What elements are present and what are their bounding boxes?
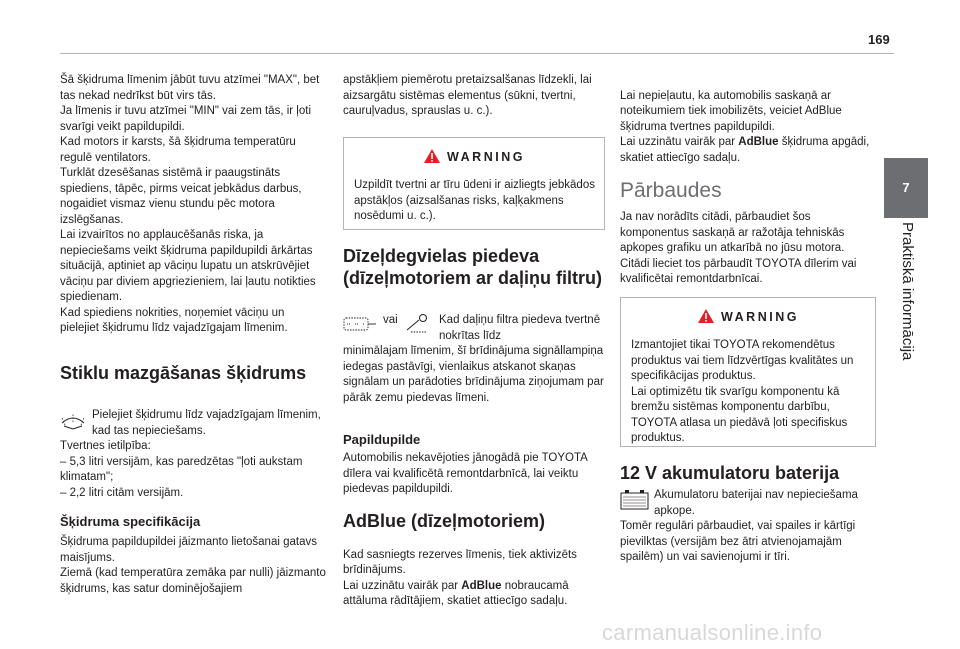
washer-fluid-note: Pielejiet šķidrumu līdz vajadzīgajam līmenim, kad tas nepieciešams. [92, 409, 321, 437]
or-text: vai [383, 314, 398, 326]
warning-text: Izmantojiet tikai TOYOTA rekomendētus produktus vai tiem līdzvērtīgas kvalitātes un specifikācijas produktus. Lai optimizētu tik svarīgu komponentu kā bremžu sistēmas komponentu darbību, TOYOTA atlasa un piedāvā ļoti specifiskus produktus. [631, 339, 854, 444]
heading-fluid-spec: Šķidruma specifikācija [60, 514, 201, 529]
checks-text: Ja nav norādīts citādi, pārbaudiet šos komponentus saskaņā ar ražotāja tehniskās apkopes grafiku un atkarībā no jūsu motora. Citādi lieciet tos pārbaudīt TOYOTA dīlerim vai kvalificētai remontdarbnīcai. [620, 211, 857, 285]
adblue-text: Kad sasniegts rezerves līmenis, tiek aktivizēts brīdinājums. Lai uzzinātu vairāk par AdBlue nobraucamā attāluma rādītājiem, skatiet attiecīgo sadaļu. [343, 548, 577, 607]
chapter-title: Praktiskā informācija [899, 222, 916, 361]
additive-warning-text: minimālajam līmenim, šī brīdinājuma signāllampiņa iedegas pastāvīgi, vienlaikus atskanot skaņas signālam un parādoties brīdinājuma ziņojumam par pārāk zemu piedevas līmeni. [343, 345, 604, 404]
battery-text: Tomēr regulāri pārbaudiet, vai spailes ir kārtīgi pievilktas (versijām bez ātri atvienojamajām spailēm) un vai savienojumi ir tīri. [620, 520, 856, 563]
washer-fluid-icon [60, 411, 86, 436]
filter-wrench-icon [405, 314, 431, 339]
battery-icon [620, 488, 650, 515]
warning-box-products [620, 297, 876, 447]
heading-adblue: AdBlue (dīzeļmotoriem) [343, 511, 546, 531]
fluid-spec-text: Šķidruma papildupildei jāizmanto lietošanai gatavs maisījums. Ziemā (kad temperatūra zemāka par nulli) jāizmanto šķidrums, kas satur dominējošajiem [60, 536, 326, 595]
watermark: carmanualsonline.info [602, 620, 823, 645]
chapter-tab[interactable]: 7 [884, 158, 928, 218]
heading-refill: Papildupilde [343, 432, 421, 447]
header-rule [60, 53, 894, 54]
refill-text: Automobilis nekavējoties jānogādā pie TOYOTA dīlera vai kvalificētā remontdarbnīcā, lai veiktu piedevas papildupildi. [343, 452, 588, 495]
warning-text: Uzpildīt tvertni ar tīru ūdeni ir aizliegts jebkādos apstākļos (aizsalšanas risks, kaļķakmens nosēdumi u. c.). [354, 179, 595, 222]
battery-note: Akumulatoru baterijai nav nepieciešama apkope. [654, 489, 858, 517]
heading-battery: 12 V akumulatoru baterija [620, 463, 840, 483]
additive-warning-icon [343, 314, 377, 339]
warning-heading: WARNING [621, 308, 875, 324]
warning-box-water [343, 137, 605, 230]
heading-checks: Pārbaudes [620, 179, 722, 202]
heading-diesel-additive: Dīzeļdegvielas piedeva (dīzeļmotoriem ar daļiņu filtru) [343, 246, 603, 288]
washer-capacity: Tvertnes ietilpība: – 5,3 litri versijām, kas paredzētas "ļoti aukstam klimatam"; – 2,2 litri citām versijām. [60, 440, 303, 499]
heading-washer-fluid: Stiklu mazgāšanas šķidrums [60, 363, 307, 383]
additive-warning-intro: Kad daļiņu filtra piedeva tvertnē nokrītas līdz [439, 314, 601, 342]
warning-heading: WARNING [344, 148, 604, 164]
warning-triangle-icon [697, 308, 715, 324]
warning-triangle-icon [423, 148, 441, 164]
page-number: 169 [868, 32, 890, 47]
coolant-text: Šā šķidruma līmenim jābūt tuvu atzīmei "MAX", bet tas nekad nedrīkst būt virs tās. Ja līmenis ir tuvu atzīmei "MIN" vai zem tās, ir ļoti svarīgi veikt papildupildi. Kad motors ir karsts, šā šķidruma temperatūru regulē ventilators. Turklāt dzesēšanas sistēmā ir paaugstināts spiediens, tāpēc, pirms veicat jebkādus darbus, nogaidiet vismaz vienu stundu pēc motora izslēgšanas. Lai izvairītos no applaucēšanās riska, ja nepieciešams veikt šķidruma papildupildi ārkārtas situācijā, aptiniet ap vāciņu lupatu un atskrūvējiet vāciņu par diviem apgriezieniem, lai ļautu notikties spiedienam. Kad spiediens nokrities, noņemiet vāciņu un pielejiet šķidrumu līdz vajadzīgajam līmenim. [60, 74, 320, 334]
antifreeze-text: apstākļiem piemērotu pretaizsalšanas līdzekli, lai aizsargātu sistēmas elementus (sūkni, tvertni, cauruļvadus, sprauslas u. c.). [343, 74, 592, 117]
adblue-refill-text: Lai nepieļautu, ka automobilis saskaņā ar noteikumiem tiek imobilizēts, veiciet AdBlue šķidruma tvertnes papildupildi. Lai uzzinātu vairāk par AdBlue šķidruma apgādi, skatiet attiecīgo sadaļu. [620, 89, 870, 164]
